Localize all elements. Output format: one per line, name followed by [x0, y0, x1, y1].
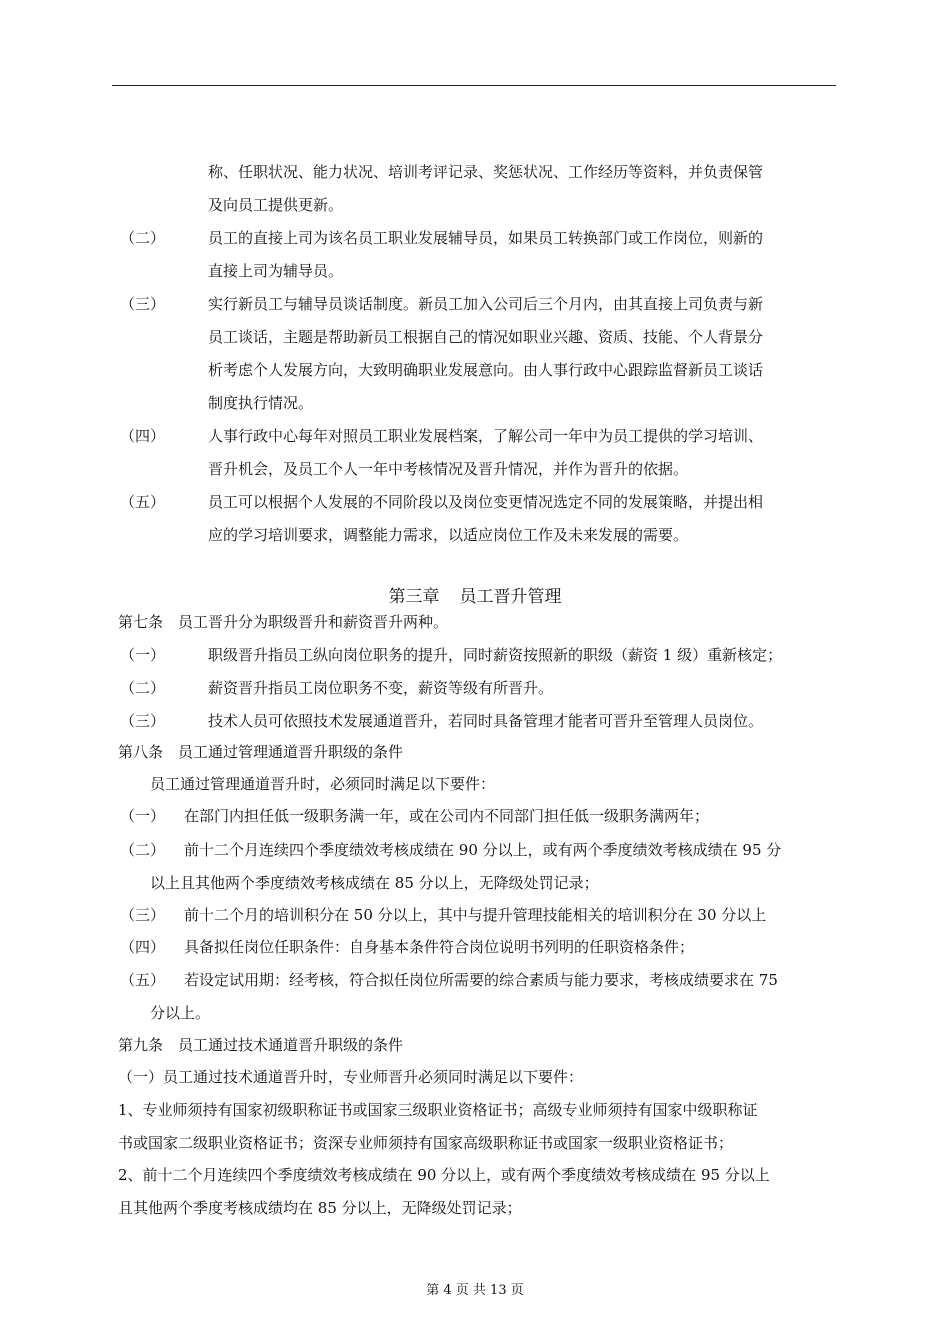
- paragraph-line: 前十二个月的培训积分在 50 分以上，其中与提升管理技能相关的培训积分在 30 分以上: [184, 906, 767, 924]
- article-heading: 第九条 员工通过技术通道晋升职级的条件: [118, 1036, 404, 1054]
- item-marker: （一）: [120, 807, 166, 825]
- paragraph-line: 称、任职状况、能力状况、培训考评记录、奖惩状况、工作经历等资料，并负责保管: [208, 163, 764, 181]
- paragraph-line: 晋升机会，及员工个人一年中考核情况及晋升情况，并作为晋升的依据。: [208, 460, 689, 478]
- paragraph-line: 应的学习培训要求，调整能力需求，以适应岗位工作及未来发展的需要。: [208, 526, 689, 544]
- paragraph-line: 在部门内担任低一级职务满一年，或在公司内不同部门担任低一级职务满两年；: [184, 807, 710, 825]
- paragraph-line: 析考虑个人发展方向，大致明确职业发展意向。由人事行政中心跟踪监督新员工谈话: [208, 361, 764, 379]
- chapter-heading: [0, 586, 950, 608]
- paragraph-line: 分以上。: [150, 1004, 211, 1022]
- chapter-number: 第三章: [388, 587, 440, 607]
- paragraph-line: （一）员工通过技术通道晋升时，专业师晋升必须同时满足以下要件：: [118, 1068, 584, 1086]
- item-marker: （四）: [120, 938, 166, 956]
- paragraph-line: 员工通过管理通道晋升时，必须同时满足以下要件：: [150, 775, 496, 793]
- paragraph-line: 制度执行情况。: [208, 394, 314, 412]
- item-marker: （三）: [120, 712, 166, 730]
- paragraph-line: 员工谈话，主题是帮助新员工根据自己的情况如职业兴趣、资质、技能、个人背景分: [208, 328, 764, 346]
- item-marker: （二）: [120, 841, 166, 859]
- paragraph-line: 2、前十二个月连续四个季度绩效考核成绩在 90 分以上，或有两个季度绩效考核成绩在 95 分以上: [118, 1166, 770, 1184]
- item-marker: （五）: [120, 971, 166, 989]
- paragraph-line: 书或国家二级职业资格证书；资深专业师须持有国家高级职称证书或国家一级职业资格证书；: [118, 1134, 734, 1152]
- paragraph-line: 员工的直接上司为该名员工职业发展辅导员，如果员工转换部门或工作岗位，则新的: [208, 229, 764, 247]
- item-marker: （一）: [120, 646, 166, 664]
- paragraph-line: 及向员工提供更新。: [208, 196, 344, 214]
- paragraph-line: 具备拟任岗位任职条件：自身基本条件符合岗位说明书列明的任职资格条件；: [184, 938, 695, 956]
- item-marker: （二）: [120, 679, 166, 697]
- paragraph-line: 直接上司为辅导员。: [208, 262, 344, 280]
- paragraph-line: 以上且其他两个季度绩效考核成绩在 85 分以上，无降级处罚记录；: [150, 874, 599, 892]
- item-marker: （五）: [120, 493, 166, 511]
- paragraph-line: 且其他两个季度考核成绩均在 85 分以上，无降级处罚记录；: [118, 1199, 522, 1217]
- item-marker: （四）: [120, 427, 166, 445]
- article-heading: 第七条 员工晋升分为职级晋升和薪资晋升两种。: [118, 613, 449, 631]
- header-rule: [112, 85, 836, 86]
- item-marker: （三）: [120, 295, 166, 313]
- item-marker: （二）: [120, 229, 166, 247]
- paragraph-line: 前十二个月连续四个季度绩效考核成绩在 90 分以上，或有两个季度绩效考核成绩在 95 分: [184, 841, 782, 859]
- page-number: 第 4 页 共 13 页: [426, 1283, 524, 1298]
- paragraph-line: 实行新员工与辅导员谈话制度。新员工加入公司后三个月内，由其直接上司负责与新: [208, 295, 764, 313]
- paragraph-line: 1、专业师须持有国家初级职称证书或国家三级职业资格证书；高级专业师须持有国家中级职称证: [118, 1101, 758, 1119]
- paragraph-line: 薪资晋升指员工岗位职务不变，薪资等级有所晋升。: [208, 679, 554, 697]
- chapter-title: 员工晋升管理: [459, 587, 562, 607]
- paragraph-line: 职级晋升指员工纵向岗位职务的提升，同时薪资按照新的职级（薪资 1 级）重新核定；: [208, 646, 783, 664]
- paragraph-line: 若设定试用期：经考核，符合拟任岗位所需要的综合素质与能力要求，考核成绩要求在 75: [184, 971, 778, 989]
- paragraph-line: 员工可以根据个人发展的不同阶段以及岗位变更情况选定不同的发展策略，并提出相: [208, 493, 764, 511]
- paragraph-line: 人事行政中心每年对照员工职业发展档案，了解公司一年中为员工提供的学习培训、: [208, 427, 764, 445]
- item-marker: （三）: [120, 906, 166, 924]
- article-heading: 第八条 员工通过管理通道晋升职级的条件: [118, 743, 404, 761]
- paragraph-line: 技术人员可依照技术发展通道晋升，若同时具备管理才能者可晋升至管理人员岗位。: [208, 712, 764, 730]
